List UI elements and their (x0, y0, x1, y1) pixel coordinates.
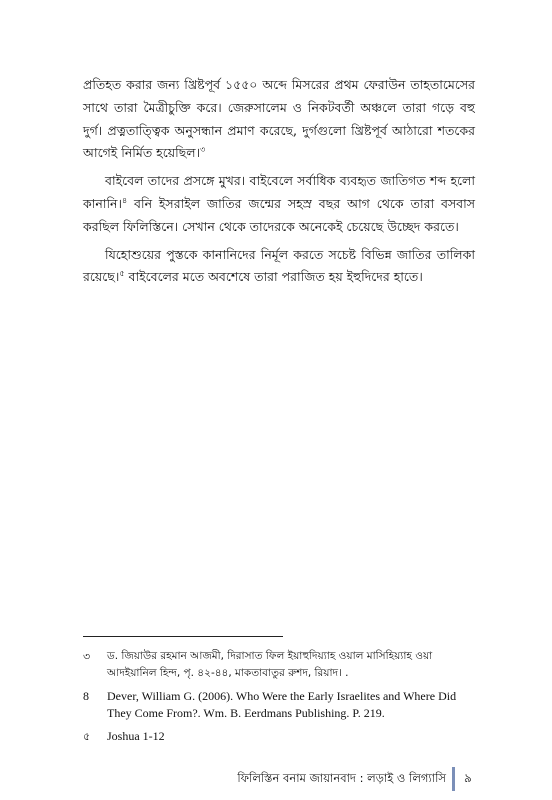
paragraph-2-text: বাইবেল তাদের প্রসঙ্গে মুখর। বাইবেলে সর্বাধিক ব্যবহৃত জাতিগত শব্দ হলো কানানি। (83, 173, 475, 211)
footnote-text: Dever, William G. (2006). Who Were the Early Israelites and Where Did They Come From?. Wm. B. Eerdmans Publishing. P. 219. (107, 689, 457, 720)
paragraph-2-text-after: বনি ইসরাইল জাতির জন্মের সহস্র বছর আগ থেকে তারা বসবাস করছিল ফিলিস্তিনে। সেখান থেকে তাদেরকে অনেকেই চেয়েছে উচ্ছেদ করতে। (83, 195, 475, 234)
footnote-number: ৫ (83, 730, 91, 743)
footer-divider-bar (452, 767, 455, 791)
body-text (83, 74, 475, 294)
paragraph-1 (83, 74, 475, 165)
page-footer (0, 767, 552, 791)
paragraph-2 (83, 170, 475, 238)
footnote-ref-4[interactable]: ৪ (121, 195, 128, 205)
paragraph-1-text: প্রতিহত করার জন্য খ্রিষ্টপূর্ব ১৫৫০ অব্দে মিসরের প্রথম ফেরাউন তাহতামেসের সাথে তারা মৈত্রীচুক্তি করে। জেরুসালেম ও নিকটবর্তী অঞ্চলে তারা গড়ে বহু দুর্গ। প্রত্নতাত্ত্বিক অনুসন্ধান প্রমাণ করেছে, দুর্গগুলো খ্রিষ্টপূর্ব আঠারো শতকের আগেই নির্মিত হয়েছিল। (83, 77, 475, 161)
footnote-item (83, 648, 483, 682)
paragraph-3 (83, 244, 475, 290)
footnote-ref-5[interactable]: ৫ (119, 269, 125, 279)
page-number: ৯ (464, 771, 472, 785)
footnote-text: ড. জিয়াউর রহমান আজমী, দিরাসাত ফিল ইয়াহুদিয়্যাহ ওয়াল মাসিহিয়্যাহ ওয়া আদইয়ানিল হিন্দ, পৃ. ৪২-৪৪, মাকতাবাতুর রুশদ, রিয়াদ। . (107, 650, 433, 679)
footnote-divider (83, 636, 283, 637)
footnote-number: 8 (83, 689, 89, 703)
paragraph-3-text: যিহোশুয়ের পুস্তকে কানানিদের নির্মূল করতে সচেষ্ট বিভিন্ন জাতির তালিকা রয়েছে। (83, 246, 475, 285)
footnote-item (83, 728, 483, 745)
footnote-text: Joshua 1-12 (107, 729, 165, 743)
book-title: ফিলিস্তিন বনাম জায়ানবাদ : লড়াই ও লিগ্যাসি (237, 771, 446, 785)
footnote-item (83, 688, 483, 722)
footnote-ref-3[interactable]: ৩ (200, 145, 206, 155)
paragraph-3-text-after: বাইবেলের মতে অবশেষে তারা পরাজিত হয় ইহুদিদের হাতে। (124, 269, 423, 285)
footnote-number: ৩ (83, 650, 91, 663)
footnotes (83, 648, 483, 751)
